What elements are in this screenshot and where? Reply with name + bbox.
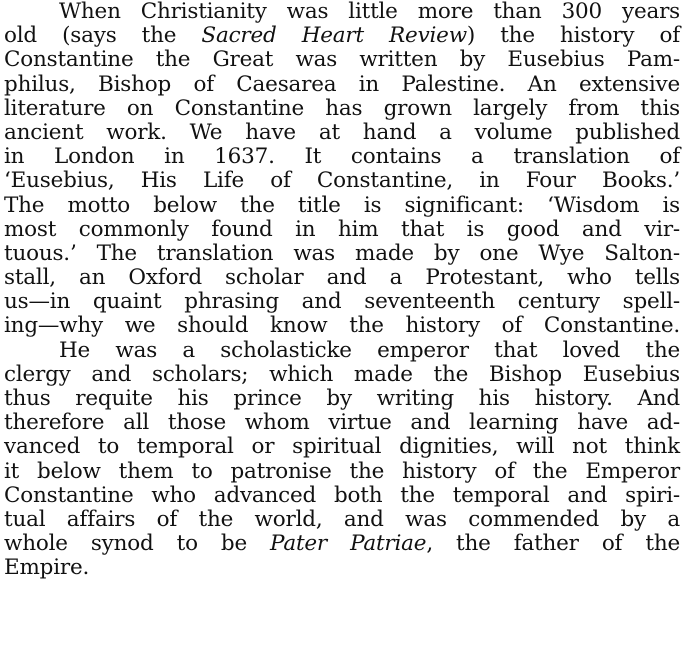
text-line: thus requite his prince by writing his history. And: [4, 386, 680, 411]
paragraph-2: [4, 339, 680, 581]
text-line: Constantine who advanced both the temporal and spiri-: [4, 482, 680, 508]
text-line: literature on Constantine has grown largely from this: [4, 95, 680, 121]
latin-phrase: Pater Patriae: [270, 531, 427, 557]
text-line: Constantine the Great was written by Eusebius Pam-: [4, 47, 680, 73]
text-line: tual affairs of the world, and was commended by a: [4, 506, 680, 532]
text-line: When Christianity was little more than 300 years: [59, 0, 680, 24]
text-line: tuous.’ The translation was made by one Wye Salton-: [4, 240, 680, 266]
text-line: old (says the Sacred Heart Review) the history of: [4, 23, 680, 49]
text-line: us—in quaint phrasing and seventeenth century spell-: [4, 289, 680, 315]
text-line: Empire.: [4, 555, 90, 581]
paragraph-1: [4, 0, 680, 339]
text-line: it below them to patronise the history of the Emperor: [4, 458, 680, 484]
text-line: in London in 1637. It contains a translation of: [4, 144, 680, 170]
text-line: The motto below the title is significant: ‘Wisdom is: [4, 192, 680, 218]
text-line: stall, an Oxford scholar and a Protestant, who tells: [4, 265, 680, 291]
text-line: philus, Bishop of Caesarea in Palestine. An extensive: [4, 71, 680, 97]
text-line: ing—why we should know the history of Constantine.: [4, 313, 680, 339]
text-line: whole synod to be Pater Patriae, the father of the: [4, 531, 680, 557]
text-line: therefore all those whom virtue and learning have ad-: [4, 410, 680, 436]
text-line: He was a scholasticke emperor that loved the: [59, 337, 680, 363]
publication-title: Sacred Heart Review: [201, 23, 467, 49]
text-line: ancient work. We have at hand a volume published: [4, 119, 680, 145]
text-line: clergy and scholars; which made the Bishop Eusebius: [4, 361, 680, 387]
text-line: ‘Eusebius, His Life of Constantine, in Four Books.’: [4, 168, 680, 194]
text-line: vanced to temporal or spiritual dignities, will not think: [4, 434, 680, 460]
text-line: most commonly found in him that is good and vir-: [4, 216, 680, 242]
